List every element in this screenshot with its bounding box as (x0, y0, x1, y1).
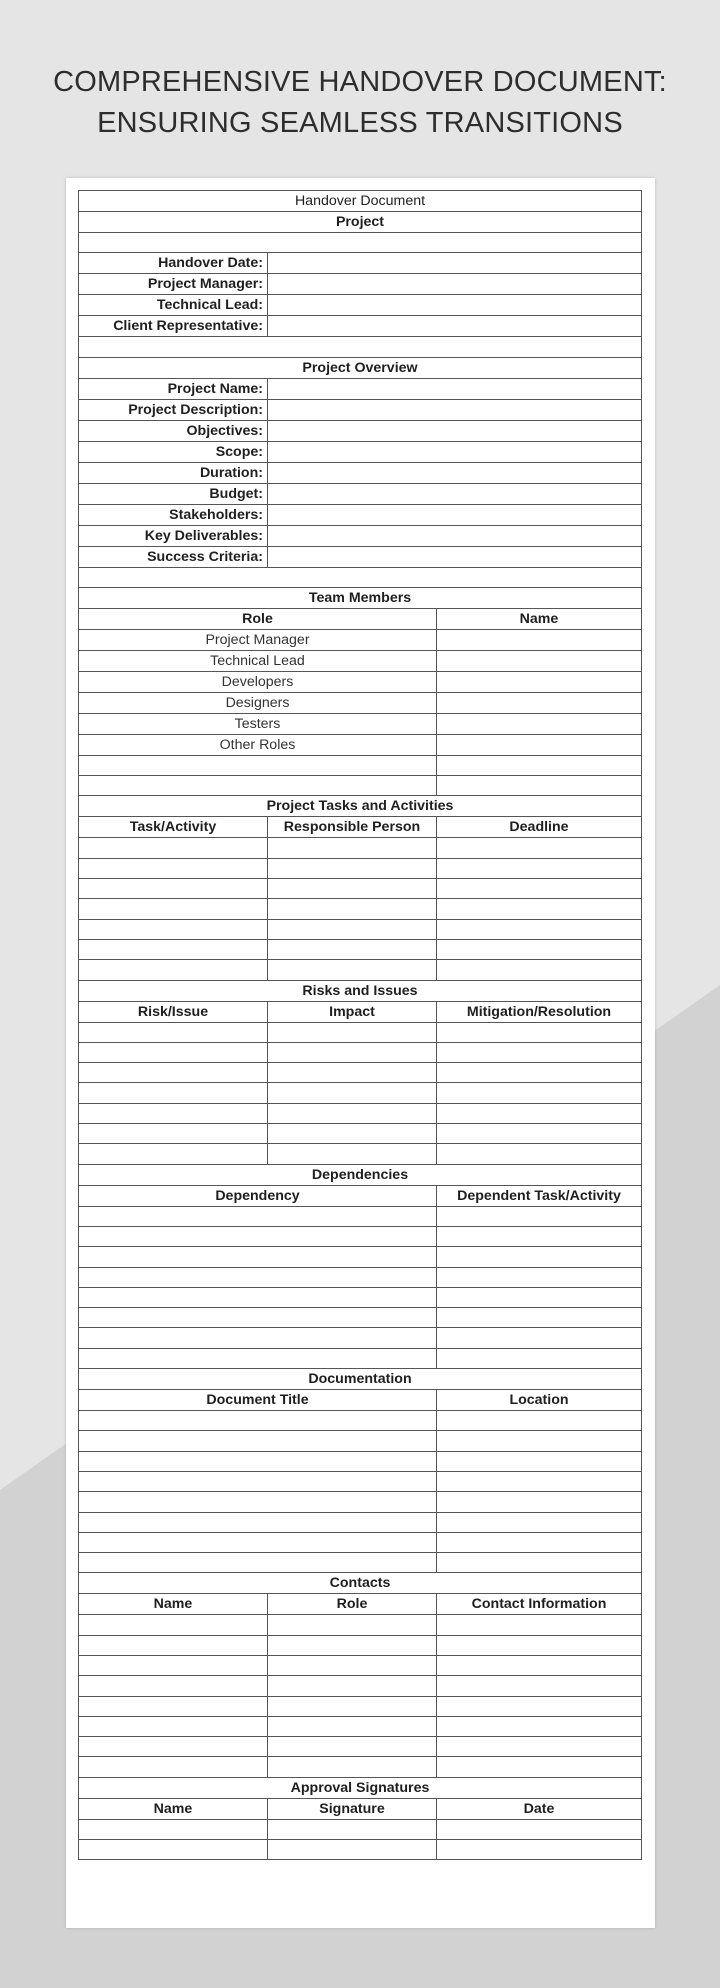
documentation-row (79, 1431, 642, 1451)
section-signatures (79, 1777, 642, 1798)
overview-field-row (79, 462, 642, 483)
field-value-input[interactable] (268, 462, 642, 483)
tasks-row (79, 919, 642, 939)
section-contacts-cell: Contacts (79, 1573, 642, 1594)
field-label: Client Representative: (79, 316, 268, 337)
tasks-responsible-person-input[interactable] (268, 939, 437, 959)
section-signatures-cell: Approval Signatures (79, 1777, 642, 1798)
dependencies-dependency-input[interactable] (79, 1308, 437, 1328)
risks-mitigation-input[interactable] (437, 1022, 642, 1042)
documentation-document-title-input[interactable] (79, 1431, 437, 1451)
tasks-deadline-input[interactable] (437, 838, 642, 858)
tasks-task-activity-input[interactable] (79, 899, 268, 919)
contacts-role-input[interactable] (268, 1615, 437, 1635)
contacts-role-input[interactable] (268, 1696, 437, 1716)
section-dependencies (79, 1164, 642, 1185)
section-project-cell: Project (79, 212, 642, 233)
field-label: Project Description: (79, 399, 268, 420)
dependencies-dependency-input[interactable] (79, 1348, 437, 1368)
documentation-document-title-input[interactable] (79, 1451, 437, 1471)
section-dependencies-cell: Dependencies (79, 1164, 642, 1185)
field-label: Stakeholders: (79, 504, 268, 525)
dependencies-dependent-task-input[interactable] (437, 1308, 642, 1328)
overview-field-row (79, 399, 642, 420)
overview-field-row (79, 525, 642, 546)
contacts-contact-information-input[interactable] (437, 1676, 642, 1696)
field-label: Project Manager: (79, 274, 268, 295)
contacts-role-input[interactable] (268, 1757, 437, 1777)
overview-field-row (79, 441, 642, 462)
section-risks-cell: Risks and Issues (79, 980, 642, 1001)
team-role-cell: Designers (79, 692, 437, 713)
spacer-row (79, 337, 642, 357)
column-header-name: Name (79, 1798, 268, 1819)
section-documentation-cell: Documentation (79, 1369, 642, 1390)
contacts-row (79, 1757, 642, 1777)
dependencies-dependency-input[interactable] (79, 1247, 437, 1267)
section-project-overview-cell: Project Overview (79, 357, 642, 378)
field-value-input[interactable] (268, 399, 642, 420)
contacts-role-input[interactable] (268, 1676, 437, 1696)
column-header-mitigation: Mitigation/Resolution (437, 1001, 642, 1022)
dependencies-header-row (79, 1185, 642, 1206)
dependencies-row (79, 1328, 642, 1348)
dependencies-dependency-input[interactable] (79, 1287, 437, 1307)
tasks-row (79, 939, 642, 959)
risks-impact-input[interactable] (268, 1063, 437, 1083)
contacts-contact-information-input[interactable] (437, 1737, 642, 1757)
documentation-row (79, 1411, 642, 1431)
tasks-task-activity-input[interactable] (79, 858, 268, 878)
risks-impact-input[interactable] (268, 1022, 437, 1042)
signatures-date-input[interactable] (437, 1840, 642, 1860)
dependencies-dependent-task-input[interactable] (437, 1267, 642, 1287)
risks-row (79, 1042, 642, 1062)
documentation-document-title-input[interactable] (79, 1411, 437, 1431)
risks-impact-input[interactable] (268, 1042, 437, 1062)
dependencies-row (79, 1206, 642, 1226)
risks-row (79, 1083, 642, 1103)
tasks-responsible-person-input[interactable] (268, 838, 437, 858)
risks-mitigation-input[interactable] (437, 1124, 642, 1144)
spacer-row-cell (79, 337, 642, 357)
risks-mitigation-input[interactable] (437, 1042, 642, 1062)
documentation-document-title-input[interactable] (79, 1492, 437, 1512)
team-name-input[interactable] (437, 734, 642, 755)
risks-impact-input[interactable] (268, 1144, 437, 1164)
signatures-name-input[interactable] (79, 1819, 268, 1839)
dependencies-dependent-task-input[interactable] (437, 1328, 642, 1348)
contacts-contact-information-input[interactable] (437, 1635, 642, 1655)
risks-row (79, 1124, 642, 1144)
field-value-input[interactable] (268, 253, 642, 274)
contacts-row (79, 1716, 642, 1736)
team-role-cell: Technical Lead (79, 650, 437, 671)
field-label: Budget: (79, 483, 268, 504)
documentation-row (79, 1532, 642, 1552)
contacts-name-input[interactable] (79, 1676, 268, 1696)
documentation-header-row (79, 1390, 642, 1411)
dependencies-dependent-task-input[interactable] (437, 1226, 642, 1246)
signatures-header-row (79, 1798, 642, 1819)
contacts-row (79, 1655, 642, 1675)
contacts-row (79, 1615, 642, 1635)
contacts-name-input[interactable] (79, 1635, 268, 1655)
documentation-row (79, 1553, 642, 1573)
field-value-input[interactable] (268, 483, 642, 504)
column-header-deadline: Deadline (437, 817, 642, 838)
signatures-signature-input[interactable] (268, 1840, 437, 1860)
risks-risk-issue-input[interactable] (79, 1124, 268, 1144)
section-project (79, 212, 642, 233)
documentation-location-input[interactable] (437, 1451, 642, 1471)
team-role-cell: Project Manager (79, 629, 437, 650)
risks-risk-issue-input[interactable] (79, 1063, 268, 1083)
team-role-input[interactable] (79, 755, 437, 775)
signatures-row (79, 1819, 642, 1839)
field-value-input[interactable] (268, 274, 642, 295)
team-header-row (79, 608, 642, 629)
column-header-date: Date (437, 1798, 642, 1819)
dependencies-row (79, 1247, 642, 1267)
column-header-role: Role (79, 608, 437, 629)
team-name-input[interactable] (437, 755, 642, 775)
team-row (79, 629, 642, 650)
contacts-name-input[interactable] (79, 1696, 268, 1716)
spacer-row (79, 233, 642, 253)
team-role-cell: Testers (79, 713, 437, 734)
risks-risk-issue-input[interactable] (79, 1083, 268, 1103)
tasks-task-activity-input[interactable] (79, 960, 268, 980)
risks-risk-issue-input[interactable] (79, 1022, 268, 1042)
team-row (79, 776, 642, 796)
column-header-impact: Impact (268, 1001, 437, 1022)
project-field-row (79, 295, 642, 316)
column-header-name: Name (79, 1594, 268, 1615)
section-contacts (79, 1573, 642, 1594)
team-name-input[interactable] (437, 629, 642, 650)
field-value-input[interactable] (268, 504, 642, 525)
tasks-row (79, 838, 642, 858)
documentation-row (79, 1492, 642, 1512)
tasks-deadline-input[interactable] (437, 960, 642, 980)
tasks-responsible-person-input[interactable] (268, 858, 437, 878)
risks-risk-issue-input[interactable] (79, 1042, 268, 1062)
handover-form-sheet (66, 178, 655, 1928)
contacts-contact-information-input[interactable] (437, 1696, 642, 1716)
tasks-responsible-person-input[interactable] (268, 960, 437, 980)
contacts-name-input[interactable] (79, 1737, 268, 1757)
section-tasks (79, 796, 642, 817)
spacer-row (79, 567, 642, 587)
dependencies-dependent-task-input[interactable] (437, 1247, 642, 1267)
tasks-task-activity-input[interactable] (79, 939, 268, 959)
team-row (79, 650, 642, 671)
risks-mitigation-input[interactable] (437, 1103, 642, 1123)
contacts-row (79, 1737, 642, 1757)
section-documentation (79, 1369, 642, 1390)
field-value-input[interactable] (268, 441, 642, 462)
signatures-row (79, 1840, 642, 1860)
documentation-location-input[interactable] (437, 1492, 642, 1512)
team-role-cell: Other Roles (79, 734, 437, 755)
column-header-role: Role (268, 1594, 437, 1615)
documentation-location-input[interactable] (437, 1512, 642, 1532)
risks-row (79, 1022, 642, 1042)
dependencies-dependency-input[interactable] (79, 1226, 437, 1246)
documentation-document-title-input[interactable] (79, 1532, 437, 1552)
dependencies-dependency-input[interactable] (79, 1206, 437, 1226)
team-name-input[interactable] (437, 671, 642, 692)
contacts-name-input[interactable] (79, 1716, 268, 1736)
section-project-overview (79, 357, 642, 378)
team-row (79, 755, 642, 775)
dependencies-row (79, 1226, 642, 1246)
project-field-row (79, 274, 642, 295)
dependencies-dependent-task-input[interactable] (437, 1348, 642, 1368)
risks-mitigation-input[interactable] (437, 1063, 642, 1083)
tasks-row (79, 858, 642, 878)
contacts-contact-information-input[interactable] (437, 1615, 642, 1635)
tasks-responsible-person-input[interactable] (268, 879, 437, 899)
tasks-responsible-person-input[interactable] (268, 919, 437, 939)
contacts-role-input[interactable] (268, 1655, 437, 1675)
column-header-dependent-task: Dependent Task/Activity (437, 1185, 642, 1206)
team-row (79, 671, 642, 692)
signatures-date-input[interactable] (437, 1819, 642, 1839)
contacts-role-input[interactable] (268, 1737, 437, 1757)
risks-impact-input[interactable] (268, 1103, 437, 1123)
tasks-row (79, 960, 642, 980)
risks-mitigation-input[interactable] (437, 1083, 642, 1103)
contacts-name-input[interactable] (79, 1757, 268, 1777)
risks-row (79, 1063, 642, 1083)
project-field-row (79, 253, 642, 274)
tasks-task-activity-input[interactable] (79, 838, 268, 858)
spacer-row-cell (79, 567, 642, 587)
column-header-responsible-person: Responsible Person (268, 817, 437, 838)
risks-header-row (79, 1001, 642, 1022)
documentation-row (79, 1451, 642, 1471)
tasks-deadline-input[interactable] (437, 899, 642, 919)
overview-field-row (79, 378, 642, 399)
field-label: Scope: (79, 441, 268, 462)
documentation-document-title-input[interactable] (79, 1471, 437, 1491)
overview-field-row (79, 483, 642, 504)
dependencies-dependent-task-input[interactable] (437, 1287, 642, 1307)
tasks-header-row (79, 817, 642, 838)
dependencies-row (79, 1308, 642, 1328)
team-name-input[interactable] (437, 650, 642, 671)
contacts-row (79, 1676, 642, 1696)
section-tasks-cell: Project Tasks and Activities (79, 796, 642, 817)
section-team-members (79, 587, 642, 608)
team-name-input[interactable] (437, 692, 642, 713)
risks-row (79, 1144, 642, 1164)
dependencies-dependency-input[interactable] (79, 1328, 437, 1348)
page-title-line-1: COMPREHENSIVE HANDOVER DOCUMENT: (53, 66, 667, 98)
field-label: Duration: (79, 462, 268, 483)
column-header-name: Name (437, 608, 642, 629)
column-header-location: Location (437, 1390, 642, 1411)
field-label: Technical Lead: (79, 295, 268, 316)
overview-field-row (79, 504, 642, 525)
field-label: Objectives: (79, 420, 268, 441)
documentation-location-input[interactable] (437, 1471, 642, 1491)
page-title-line-2: ENSURING SEAMLESS TRANSITIONS (97, 107, 623, 139)
tasks-task-activity-input[interactable] (79, 879, 268, 899)
column-header-contact-information: Contact Information (437, 1594, 642, 1615)
contacts-header-row (79, 1594, 642, 1615)
column-header-task-activity: Task/Activity (79, 817, 268, 838)
dependencies-row (79, 1348, 642, 1368)
contacts-contact-information-input[interactable] (437, 1757, 642, 1777)
dependencies-dependency-input[interactable] (79, 1267, 437, 1287)
column-header-dependency: Dependency (79, 1185, 437, 1206)
documentation-row (79, 1471, 642, 1491)
documentation-row (79, 1512, 642, 1532)
contacts-contact-information-input[interactable] (437, 1716, 642, 1736)
overview-field-row (79, 546, 642, 567)
contacts-name-input[interactable] (79, 1615, 268, 1635)
overview-field-row (79, 420, 642, 441)
documentation-location-input[interactable] (437, 1553, 642, 1573)
field-value-input[interactable] (268, 295, 642, 316)
document-heading (79, 191, 642, 212)
risks-risk-issue-input[interactable] (79, 1103, 268, 1123)
team-name-input[interactable] (437, 776, 642, 796)
field-label: Handover Date: (79, 253, 268, 274)
field-value-input[interactable] (268, 420, 642, 441)
field-label: Project Name: (79, 378, 268, 399)
documentation-document-title-input[interactable] (79, 1512, 437, 1532)
field-value-input[interactable] (268, 378, 642, 399)
tasks-deadline-input[interactable] (437, 858, 642, 878)
signatures-name-input[interactable] (79, 1840, 268, 1860)
tasks-task-activity-input[interactable] (79, 919, 268, 939)
dependencies-dependent-task-input[interactable] (437, 1206, 642, 1226)
contacts-role-input[interactable] (268, 1716, 437, 1736)
tasks-responsible-person-input[interactable] (268, 899, 437, 919)
page-title (0, 62, 720, 144)
column-header-risk-issue: Risk/Issue (79, 1001, 268, 1022)
contacts-name-input[interactable] (79, 1655, 268, 1675)
documentation-location-input[interactable] (437, 1431, 642, 1451)
team-role-cell: Developers (79, 671, 437, 692)
team-row (79, 713, 642, 734)
contacts-row (79, 1635, 642, 1655)
team-name-input[interactable] (437, 713, 642, 734)
spacer-row-cell (79, 233, 642, 253)
project-field-row (79, 316, 642, 337)
field-value-input[interactable] (268, 316, 642, 337)
field-value-input[interactable] (268, 546, 642, 567)
contacts-role-input[interactable] (268, 1635, 437, 1655)
team-role-input[interactable] (79, 776, 437, 796)
documentation-location-input[interactable] (437, 1411, 642, 1431)
risks-impact-input[interactable] (268, 1124, 437, 1144)
document-heading-cell: Handover Document (79, 191, 642, 212)
section-team-members-cell: Team Members (79, 587, 642, 608)
contacts-contact-information-input[interactable] (437, 1655, 642, 1675)
column-header-document-title: Document Title (79, 1390, 437, 1411)
field-label: Success Criteria: (79, 546, 268, 567)
tasks-row (79, 899, 642, 919)
dependencies-row (79, 1287, 642, 1307)
team-row (79, 692, 642, 713)
risks-risk-issue-input[interactable] (79, 1144, 268, 1164)
tasks-deadline-input[interactable] (437, 919, 642, 939)
form-body (79, 191, 642, 1860)
risks-impact-input[interactable] (268, 1083, 437, 1103)
handover-form-table (78, 190, 642, 1860)
tasks-deadline-input[interactable] (437, 939, 642, 959)
tasks-row (79, 879, 642, 899)
team-row (79, 734, 642, 755)
contacts-row (79, 1696, 642, 1716)
dependencies-row (79, 1267, 642, 1287)
field-value-input[interactable] (268, 525, 642, 546)
tasks-deadline-input[interactable] (437, 879, 642, 899)
column-header-signature: Signature (268, 1798, 437, 1819)
section-risks (79, 980, 642, 1001)
documentation-document-title-input[interactable] (79, 1553, 437, 1573)
documentation-location-input[interactable] (437, 1532, 642, 1552)
risks-row (79, 1103, 642, 1123)
risks-mitigation-input[interactable] (437, 1144, 642, 1164)
field-label: Key Deliverables: (79, 525, 268, 546)
signatures-signature-input[interactable] (268, 1819, 437, 1839)
